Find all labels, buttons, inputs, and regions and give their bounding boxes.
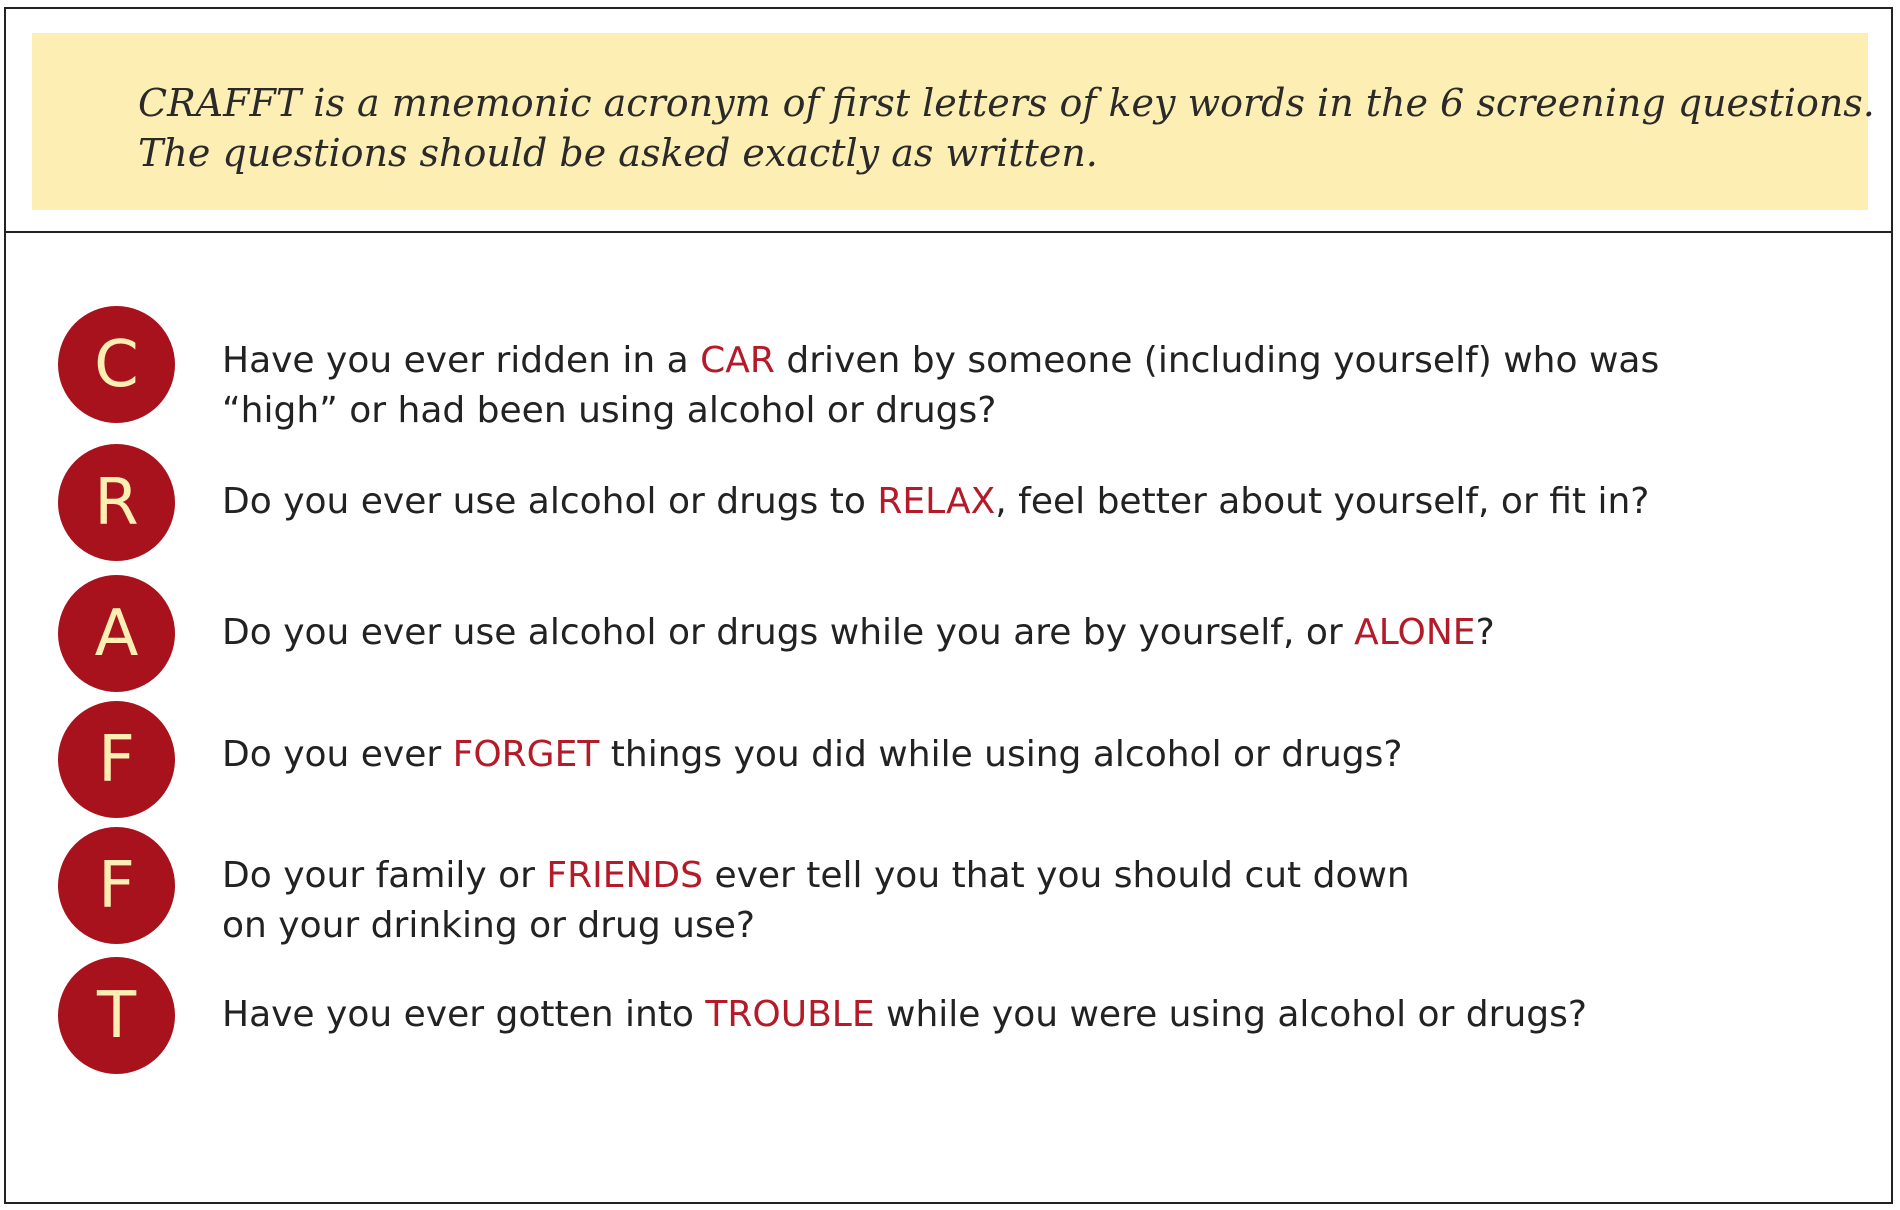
question-f-forget [58,701,1858,821]
question-text-r [222,477,1649,527]
note-line-2: The questions should be asked exactly as written. [138,131,1098,175]
letter-circle-a: A [58,575,175,692]
keyword-trouble: TROUBLE [705,994,875,1035]
question-f-friends-text-after: ever tell you that you should cut down [703,855,1410,896]
question-t-text-before: Have you ever gotten into [222,994,706,1035]
question-text-c [222,336,1659,436]
question-text-t [222,990,1587,1040]
question-c [58,306,1858,431]
keyword-relax: RELAX [877,481,996,522]
letter-circle-f-2: F [58,827,175,944]
question-t-line-1 [222,990,1587,1040]
crafft-card [4,7,1893,1204]
letter-circle-r: R [58,444,175,561]
letter-circle-t: T [58,957,175,1074]
letter-circle-c: C [58,306,175,423]
question-c-text-after: driven by someone (including yourself) who was [774,340,1660,381]
keyword-alone: ALONE [1354,612,1476,653]
keyword-car: CAR [700,340,775,381]
question-r-text-before: Do you ever use alcohol or drugs to [222,481,878,522]
keyword-forget: FORGET [452,734,600,775]
question-r-text-after: , feel better about yourself, or fit in? [995,481,1650,522]
question-a-text-after: ? [1475,612,1495,653]
instruction-note [32,33,1875,210]
question-f-forget-text-before: Do you ever [222,734,453,775]
question-a-line-1 [222,608,1495,658]
question-c-line-2: “high” or had been using alcohol or drugs? [222,390,997,431]
question-text-a [222,608,1495,658]
keyword-friends: FRIENDS [546,855,703,896]
question-text-f-friends [222,851,1410,951]
question-a-text-before: Do you ever use alcohol or drugs while you are by yourself, or [222,612,1355,653]
question-r [58,444,1858,564]
question-f-forget-text-after: things you did while using alcohol or drugs? [599,734,1403,775]
question-t [58,957,1858,1077]
question-f-forget-line-1 [222,730,1402,780]
question-r-line-1 [222,477,1649,527]
question-t-text-after: while you were using alcohol or drugs? [874,994,1587,1035]
question-c-line-1 [222,336,1659,386]
question-c-text-before: Have you ever ridden in a [222,340,701,381]
question-f-friends-line-2: on your drinking or drug use? [222,905,755,946]
header-section [6,9,1891,233]
note-line-1: CRAFFT is a mnemonic acronym of first letters of key words in the 6 screening questions. [138,81,1875,125]
question-text-f-forget [222,730,1402,780]
question-f-friends [58,827,1858,947]
question-a [58,575,1858,695]
question-f-friends-line-1 [222,851,1410,901]
letter-circle-f-1: F [58,701,175,818]
question-f-friends-text-before: Do your family or [222,855,547,896]
